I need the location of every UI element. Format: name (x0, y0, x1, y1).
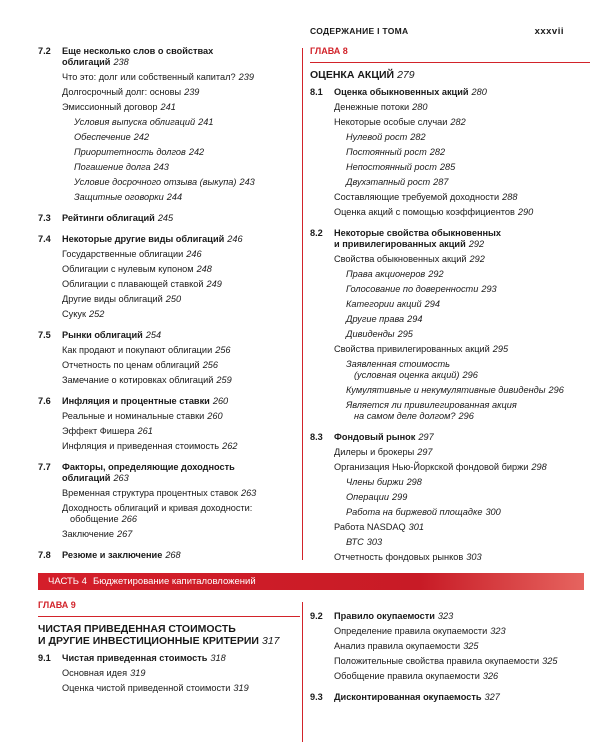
part-banner (38, 573, 584, 590)
toc-subentry[interactable] (38, 132, 300, 147)
toc-entry[interactable] (38, 87, 300, 102)
toc-entry[interactable] (310, 254, 590, 269)
toc-entry[interactable] (38, 102, 300, 117)
toc-subentry[interactable] (310, 269, 590, 284)
toc-section-title-cont[interactable] (310, 239, 590, 254)
entry-title: Временная структура процентных ставок (62, 488, 238, 498)
entry-page: 262 (222, 441, 238, 451)
toc-section-7-2[interactable] (38, 46, 300, 57)
entry-page: 260 (207, 411, 223, 421)
entry-page: 256 (202, 360, 219, 370)
chapter-title-page: 279 (397, 69, 415, 81)
entry-title: Рейтинги облигаций (62, 213, 155, 223)
toc-section-9-3[interactable] (310, 692, 590, 707)
entry-title: Денежные потоки (334, 102, 410, 112)
toc-section-8-3[interactable] (310, 432, 590, 447)
entry-page: 282 (450, 117, 466, 127)
entry-page: 239 (184, 87, 200, 97)
toc-subentry[interactable] (310, 147, 590, 162)
chapter-9-entries-left (38, 653, 300, 698)
toc-right-column (310, 46, 590, 588)
entry-page: 245 (157, 213, 174, 223)
chapter-label: ГЛАВА 8 (310, 46, 348, 56)
toc-section-7-5[interactable] (38, 330, 300, 345)
entry-page: 323 (490, 626, 506, 636)
entry-title: Анализ правила окупаемости (334, 641, 461, 651)
part-label: ЧАСТЬ 4 (48, 576, 87, 587)
entry-title: Замечание о котировках облигаций (62, 375, 214, 385)
entry-page: 242 (188, 147, 205, 157)
entry-title: Обобщение правила окупаемости (334, 671, 480, 681)
section-number: 7.7 (38, 462, 51, 472)
entry-title: Непостоянный рост (346, 162, 437, 172)
toc-subentry-cont[interactable] (310, 411, 590, 426)
entry-title: Реальные и номинальные ставки (62, 411, 205, 421)
toc-entry[interactable] (38, 309, 300, 324)
toc-entry[interactable] (310, 192, 590, 207)
toc-subentry[interactable] (310, 132, 590, 147)
entry-page: 298 (531, 462, 547, 472)
entry-title: Основная идея (62, 668, 128, 678)
entry-title: Некоторые особые случаи (334, 117, 448, 127)
section-number: 9.1 (38, 653, 51, 663)
entry-title: Операции (346, 492, 390, 502)
entry-page: 263 (240, 488, 257, 498)
entry-title: Чистая приведенная стоимость (62, 653, 208, 663)
toc-entry[interactable] (38, 683, 300, 698)
entry-title: Является ли привилегированная акция (346, 400, 517, 410)
entry-title: Отчетность фондовых рынков (334, 552, 464, 562)
toc-subentry[interactable] (310, 177, 590, 192)
toc-subentry[interactable] (310, 537, 590, 552)
entry-title: Работа на биржевой площадке (346, 507, 483, 517)
running-header (0, 26, 600, 38)
entry-title: Некоторые свойства обыкновенных (334, 228, 501, 238)
toc-entry-cont[interactable] (38, 514, 300, 529)
entry-page: 241 (160, 102, 176, 112)
toc-subentry[interactable] (38, 117, 300, 132)
entry-title: Условия выпуска облигаций (74, 117, 196, 127)
entry-page: 242 (133, 132, 150, 142)
toc-entry[interactable] (38, 375, 300, 390)
toc-subentry[interactable] (310, 385, 590, 400)
entry-page: 298 (406, 477, 422, 487)
entry-title: Другие виды облигаций (62, 294, 163, 304)
entry-page: 300 (485, 507, 501, 517)
entry-title: Как продают и покупают облигации (62, 345, 213, 355)
entry-page: 260 (212, 396, 229, 406)
toc-entry[interactable] (38, 249, 300, 264)
toc-left-column (38, 46, 300, 565)
toc-entry[interactable] (310, 671, 590, 686)
toc-entry[interactable] (38, 411, 300, 426)
entry-page: 290 (517, 207, 534, 217)
entry-page: 294 (424, 299, 440, 309)
entry-page: 303 (366, 537, 383, 547)
entry-title: Кумулятивные и некумулятивные дивиденды (346, 385, 546, 395)
entry-title: Государственные облигации (62, 249, 184, 259)
toc-entry[interactable] (38, 668, 300, 683)
entry-page: 297 (417, 447, 433, 457)
chapter-title-line1: ЧИСТАЯ ПРИВЕДЕННАЯ СТОИМОСТЬ (38, 623, 236, 635)
entry-title: Облигации с плавающей ставкой (62, 279, 204, 289)
entry-page: 293 (481, 284, 497, 294)
toc-section-9-2[interactable] (310, 611, 590, 626)
entry-title: Приоритетность долгов (74, 147, 186, 157)
entry-title: Долгосрочный долг: основы (62, 87, 182, 97)
entry-title: Оценка обыкновенных акций (334, 87, 469, 97)
entry-page: 252 (88, 309, 105, 319)
entry-title: Дивиденды (346, 329, 395, 339)
toc-entry[interactable] (38, 345, 300, 360)
toc-entry[interactable] (38, 503, 300, 514)
section-number: 7.3 (38, 213, 51, 223)
entry-title: Работа NASDAQ (334, 522, 406, 532)
entry-page: 294 (407, 314, 423, 324)
section-number: 9.3 (310, 692, 323, 702)
toc-subentry[interactable] (310, 284, 590, 299)
part-title: Бюджетирование капиталовложений (92, 576, 256, 587)
entry-page: 296 (548, 385, 564, 395)
toc-entry[interactable] (38, 441, 300, 456)
entry-page: 268 (165, 550, 181, 560)
entry-page: 326 (482, 671, 499, 681)
entry-page: 292 (428, 269, 444, 279)
entry-page: 288 (502, 192, 518, 202)
entry-page: 285 (439, 162, 456, 172)
entry-title: Обеспечение (74, 132, 131, 142)
entry-title: Организация Нью-Йоркской фондовой биржи (334, 462, 529, 472)
section-number: 7.2 (38, 46, 51, 56)
entry-title: Свойства привилегированных акций (334, 344, 490, 354)
entry-title: Двухэтапный рост (346, 177, 431, 187)
entry-title: Инфляция и процентные ставки (62, 396, 210, 406)
entry-title: Инфляция и приведенная стоимость (62, 441, 220, 451)
chapter-title-page: 317 (261, 635, 280, 647)
toc-entry[interactable] (310, 462, 590, 477)
toc-subentry[interactable] (310, 400, 590, 411)
page-number: xxxvii (534, 26, 564, 37)
entry-page: 254 (145, 330, 162, 340)
running-header-title: СОДЕРЖАНИЕ I ТОМА (310, 26, 409, 36)
entry-title: Нулевой рост (346, 132, 408, 142)
chapter-8-entries (310, 87, 590, 588)
entry-title: Дилеры и брокеры (334, 447, 415, 457)
entry-page: 287 (433, 177, 449, 187)
entry-page: 325 (463, 641, 479, 651)
entry-title: Резюме и заключение (62, 550, 163, 560)
entry-page: 325 (542, 656, 558, 666)
chapter-title[interactable] (38, 623, 300, 635)
toc-bottom-right-column (310, 611, 590, 707)
entry-page: 318 (210, 653, 226, 663)
chapter-title[interactable] (310, 69, 590, 87)
entry-title: Некоторые другие виды облигаций (62, 234, 225, 244)
entry-page: 282 (410, 132, 426, 142)
toc-entry[interactable] (38, 426, 300, 441)
toc-subentry[interactable] (38, 147, 300, 162)
section-number: 8.3 (310, 432, 323, 442)
toc-bottom-left-column (38, 600, 300, 698)
entry-title: Права акционеров (346, 269, 426, 279)
entry-title: облигаций (62, 473, 111, 483)
entry-page: 280 (471, 87, 487, 97)
entry-page: 263 (113, 473, 129, 483)
entry-title: Оценка чистой приведенной стоимости (62, 683, 231, 693)
entry-title: Оценка акций с помощью коэффициентов (334, 207, 515, 217)
entry-page: 296 (458, 411, 474, 421)
toc-entry[interactable] (310, 626, 590, 641)
toc-subentry-cont[interactable] (310, 370, 590, 385)
entry-title: Погашение долга (74, 162, 151, 172)
entry-title: Эмиссионный договор (62, 102, 158, 112)
entry-title: Условие досрочного отзыва (выкупа) (74, 177, 237, 187)
toc-subentry[interactable] (310, 359, 590, 370)
entry-page: 295 (492, 344, 509, 354)
toc-subentry[interactable] (310, 477, 590, 492)
toc-subentry[interactable] (38, 177, 300, 192)
toc-subentry[interactable] (310, 162, 590, 177)
toc-section-7-3[interactable] (38, 213, 300, 228)
entry-title: Защитные оговорки (74, 192, 164, 202)
entry-title: Дисконтированная окупаемость (334, 692, 482, 702)
toc-subentry[interactable] (310, 329, 590, 344)
toc-section-title-cont[interactable] (38, 57, 300, 72)
toc-entry[interactable] (310, 117, 590, 132)
entry-title: Еще несколько слов о свойствах (62, 46, 214, 56)
entry-page: 297 (418, 432, 434, 442)
entry-title: Постоянный рост (346, 147, 427, 157)
section-number: 9.2 (310, 611, 323, 621)
entry-page: 282 (429, 147, 446, 157)
entry-page: 303 (466, 552, 482, 562)
entry-page: 248 (196, 264, 212, 274)
entry-title: Фондовый рынок (334, 432, 416, 442)
toc-entry[interactable] (38, 279, 300, 294)
entry-title: Доходность облигаций и кривая доходности: (62, 503, 253, 513)
section-number: 7.6 (38, 396, 51, 406)
toc-section-9-1[interactable] (38, 653, 300, 668)
entry-page: 323 (437, 611, 454, 621)
entry-title: Другие права (346, 314, 405, 324)
entry-page: 249 (206, 279, 222, 289)
toc-entry[interactable] (38, 360, 300, 375)
entry-title: Определение правила окупаемости (334, 626, 488, 636)
entry-page: 241 (198, 117, 214, 127)
toc-entry[interactable] (38, 488, 300, 503)
entry-page: 301 (408, 522, 425, 532)
entry-title: Заявленная стоимость (346, 359, 450, 369)
entry-page: 266 (121, 514, 137, 524)
toc-entry[interactable] (38, 529, 300, 544)
toc-entry[interactable] (310, 552, 590, 567)
entry-title: Что это: долг или собственный капитал? (62, 72, 236, 82)
entry-page: 259 (216, 375, 232, 385)
section-number: 8.2 (310, 228, 323, 238)
column-divider (302, 602, 303, 742)
entry-page: 319 (233, 683, 249, 693)
toc-section-8-1[interactable] (310, 87, 590, 102)
toc-entry[interactable] (310, 656, 590, 671)
toc-section-7-6[interactable] (38, 396, 300, 411)
entry-title: Факторы, определяющие доходность (62, 462, 235, 472)
entry-page: 295 (397, 329, 413, 339)
entry-page: 292 (469, 254, 485, 264)
toc-entry[interactable] (310, 641, 590, 656)
toc-entry[interactable] (310, 522, 590, 537)
section-number: 7.5 (38, 330, 51, 340)
entry-page: 250 (165, 294, 182, 304)
toc-entry[interactable] (38, 294, 300, 309)
entry-title: Отчетность по ценам облигаций (62, 360, 200, 370)
toc-section-8-2[interactable] (310, 228, 590, 239)
entry-title: Категории акций (346, 299, 422, 309)
toc-subentry[interactable] (38, 162, 300, 177)
entry-title: Члены биржи (346, 477, 404, 487)
section-number: 7.4 (38, 234, 51, 244)
entry-page: 244 (166, 192, 183, 202)
entry-title: и привилегированных акций (334, 239, 466, 249)
column-divider (302, 48, 303, 560)
section-number: 8.1 (310, 87, 323, 97)
entry-page: 261 (137, 426, 153, 436)
entry-title: Сукук (62, 309, 86, 319)
entry-title: Правило окупаемости (334, 611, 435, 621)
toc-section-7-4[interactable] (38, 234, 300, 249)
entry-title: Положительные свойства правила окупаемости (334, 656, 540, 666)
entry-title: Составляющие требуемой доходности (334, 192, 500, 202)
entry-page: 267 (117, 529, 133, 539)
toc-entry[interactable] (38, 264, 300, 279)
toc-section-7-8[interactable] (38, 550, 300, 565)
entry-page: 243 (239, 177, 255, 187)
chapter-title-line2: И ДРУГИЕ ИНВЕСТИЦИОННЫЕ КРИТЕРИИ (38, 635, 259, 647)
toc-entry[interactable] (310, 447, 590, 462)
toc-entry[interactable] (310, 207, 590, 222)
entry-title: ВТС (346, 537, 364, 547)
entry-page: 246 (227, 234, 243, 244)
toc-subentry[interactable] (310, 492, 590, 507)
entry-page: 319 (130, 668, 146, 678)
section-number: 7.8 (38, 550, 51, 560)
toc-section-7-7[interactable] (38, 462, 300, 473)
entry-title: Рынки облигаций (62, 330, 143, 340)
entry-page: 296 (462, 370, 478, 380)
entry-title: Свойства обыкновенных акций (334, 254, 467, 264)
entry-page: 280 (412, 102, 428, 112)
chapter-title-cont[interactable] (38, 635, 300, 653)
entry-title: Облигации с нулевым купоном (62, 264, 194, 274)
entry-page: 256 (215, 345, 231, 355)
entry-title: Голосование по доверенности (346, 284, 479, 294)
entry-page: 327 (484, 692, 500, 702)
entry-title: Заключение (62, 529, 115, 539)
chapter-rule (310, 62, 590, 63)
toc-subentry[interactable] (310, 299, 590, 314)
toc-section-title-cont[interactable] (38, 473, 300, 488)
entry-title: обобщение (70, 514, 119, 524)
chapter-label: ГЛАВА 9 (38, 600, 76, 610)
entry-page: 243 (153, 162, 169, 172)
chapter-rule (38, 616, 300, 617)
entry-title: Эффект Фишера (62, 426, 135, 436)
chapter-title-text: ОЦЕНКА АКЦИЙ (310, 69, 395, 81)
toc-entry[interactable] (38, 72, 300, 87)
entry-page: 239 (238, 72, 254, 82)
entry-title: (условная оценка акций) (354, 370, 460, 380)
toc-subentry[interactable] (310, 507, 590, 522)
entry-page: 246 (186, 249, 202, 259)
toc-entry[interactable] (310, 102, 590, 117)
toc-entry[interactable] (310, 344, 590, 359)
entry-title: на самом деле долгом? (354, 411, 456, 421)
toc-subentry[interactable] (38, 192, 300, 207)
entry-page: 299 (392, 492, 408, 502)
toc-subentry[interactable] (310, 314, 590, 329)
entry-page: 238 (113, 57, 129, 67)
entry-title: облигаций (62, 57, 111, 67)
entry-page: 292 (468, 239, 485, 249)
